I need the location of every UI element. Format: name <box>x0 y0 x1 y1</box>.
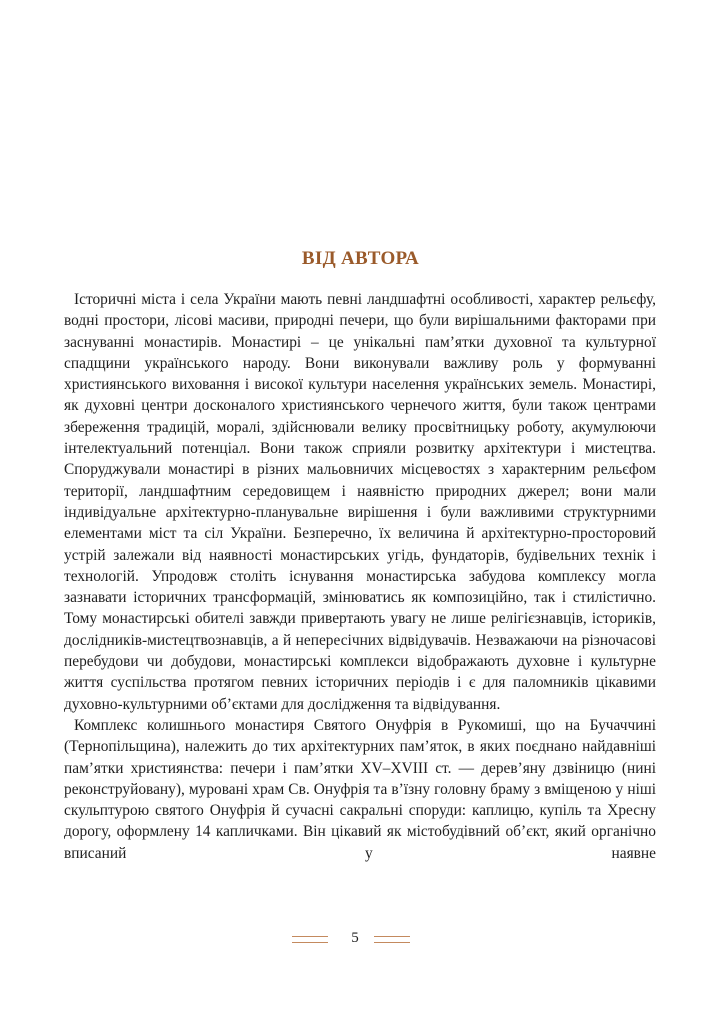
paragraph-2: Комплекс колишнього монастиря Святого Онуфрія в Рукомиші, що на Бучаччині (Тернопільщина), належить до тих архітектурних пам’яток, в яких поєднано найдавніші пам’ятки християнства: печери і пам’ятки XV–XVIII ст. — дерев’яну дзвіницю (нині реконструйовану), муровані храм Св. Онуфрія та в’їзну головну браму з вміщеною у ніші скульптурою святого Онуфрія й сучасні сакральні споруди: каплицю, купіль та Хресну дорогу, оформлену 14 капличками. Він цікавий як містобудівний об’єкт, який органічно вписаний у наявне <box>64 716 656 862</box>
paragraph-1: Історичні міста і села України мають певні ландшафтні особливості, характер рельєфу, водні простори, лісові масиви, природні печери, що були вирішальними факторами при заснуванні монастирів. Монастирі – це унікальні пам’ятки духовної та культурної спадщини українського народу. Вони виконували важливу роль у формуванні християнського виховання і високої культури населення українських земель. Монастирі, як духовні центри досконалого християнського чернечого життя, були також центрами збереження традицій, моралі, здійснювали велику просвітницьку роботу, акумулюючи інтелектуальний потенціал. Вони також сприяли розвитку архітектури і мистецтва. Споруджували монастирі в різних мальовничих місцевостях з характерним рельєфом території, ландшафтним середовищем і наявністю природних джерел; вони мали індивідуальне архітектурно-планувальне вирішення і були важливими структурними елементами міст та сіл України. Безперечно, їх величина й архітектурно-просторовий устрій залежали від наявності монастирських угідь, фундаторів, будівельних технік і технологій. Упродовж століть існування монастирська забудова комплексу могла зазнавати історичних трансформацій, змінюватись як композиційно, так і стилістично. Тому монастирські обителі завжди привертають увагу не лише релігієзнавців, істориків, дослідників-мистецтвознавців, а й непересічних відвідувачів. Незважаючи на різночасові перебудови чи добудови, монастирські комплекси відображають духовне і культурне життя суспільства протягом певних історичних періодів і є для паломників цікавими духовно-культурними об’єктами для дослідження та відвідування. <box>64 291 656 713</box>
chapter-heading: ВІД АВТОРА <box>301 248 420 269</box>
page-number: 5 <box>351 930 359 946</box>
footer-rule-left <box>292 936 328 943</box>
footer-rule-right <box>374 936 410 943</box>
page-footer <box>0 930 721 952</box>
body-text <box>64 289 656 864</box>
